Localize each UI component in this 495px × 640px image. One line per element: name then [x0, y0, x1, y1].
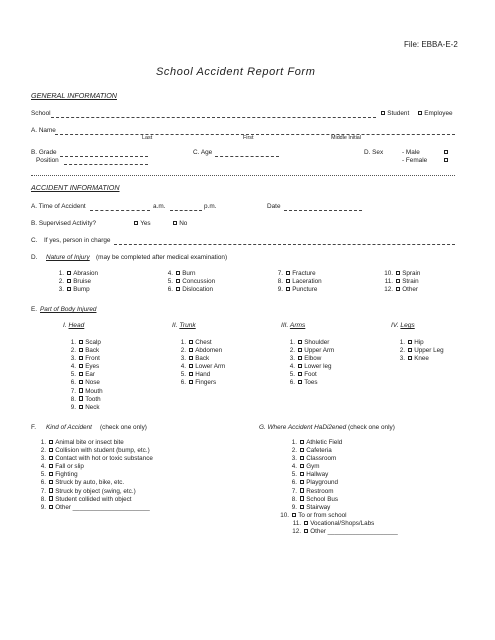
list-item[interactable]: 2. Collision with student (bump, etc.)	[40, 447, 150, 455]
kind-note: (check one only)	[100, 424, 147, 431]
injury-item-burn[interactable]: 4. Burn	[167, 270, 196, 277]
f-letter: F.	[31, 424, 36, 431]
page-title: School Accident Report Form	[156, 66, 316, 78]
injury-list-col-3	[271, 270, 322, 294]
list-item[interactable]: 3. Elbow	[289, 355, 322, 363]
injury-item-other[interactable]: 12. Other	[384, 286, 418, 294]
trunk-header: II. Trunk	[172, 322, 196, 329]
list-item[interactable]: 2. Upper Leg	[399, 347, 444, 355]
pm-label: p.m.	[204, 203, 217, 210]
where-label: G. Where Accident HaDi2ened (check one only)	[259, 424, 395, 431]
list-item[interactable]: 3. Contact with hot or toxic substance	[40, 455, 153, 463]
injury-item-strain[interactable]: 11. Strain	[384, 278, 419, 286]
supervised-label: B. Supervised Activity?	[31, 220, 97, 227]
male-checkbox[interactable]	[444, 150, 448, 154]
e-letter: E.	[31, 306, 38, 313]
list-item[interactable]: 6. Nose	[70, 379, 100, 387]
female-checkbox[interactable]	[444, 158, 448, 162]
date-label: Date	[267, 203, 281, 210]
list-item[interactable]: 6. Fingers	[180, 379, 217, 387]
d-letter: D.	[31, 254, 38, 261]
list-item[interactable]: 4. Eyes	[70, 363, 100, 371]
injury-item-abrasion[interactable]: 1. Abrasion	[58, 270, 99, 277]
injury-item-fracture[interactable]: 7. Fracture	[277, 270, 316, 277]
list-item[interactable]: 5. Hand	[180, 371, 211, 379]
file-id: File: EBBA-E-2	[404, 40, 458, 49]
list-item[interactable]: 4. Gym	[291, 463, 320, 471]
grade-field[interactable]	[60, 156, 148, 157]
student-option[interactable]: Student	[380, 110, 409, 118]
list-item[interactable]: 1. Scalp	[70, 339, 101, 346]
list-item[interactable]: 3. Back	[180, 355, 210, 363]
checkbox[interactable]	[418, 111, 422, 115]
list-item[interactable]: 1. Athletic Field	[291, 439, 343, 446]
injury-item-bruise[interactable]: 2. Bruise	[58, 278, 92, 286]
time-label: A. Time of Accident	[31, 203, 86, 210]
sex-label: D. Sex	[364, 149, 384, 156]
general-information-heading: GENERAL INFORMATION	[31, 91, 117, 100]
injury-item-laceration[interactable]: 8. Laceration	[277, 278, 322, 286]
list-item[interactable]: 1. Animal bite or insect bite	[40, 439, 124, 446]
list-item[interactable]: 1. Hip	[399, 339, 424, 346]
body-part-label: Part of Body Injured	[40, 306, 97, 313]
list-item[interactable]: 8. School Bus	[291, 495, 339, 503]
injury-list-col-2	[161, 270, 215, 294]
am-label: a.m.	[153, 203, 166, 210]
position-field[interactable]	[64, 164, 148, 165]
list-item[interactable]: 5. Fighting	[40, 471, 78, 479]
list-item[interactable]: 2. Back	[70, 347, 100, 355]
list-item[interactable]: 2. Upper Arm	[289, 347, 335, 355]
school-label: School	[31, 110, 51, 117]
list-item[interactable]: 6. Toes	[289, 379, 318, 387]
list-item[interactable]: 1. Shoulder	[289, 339, 330, 346]
head-header: I. Head	[63, 322, 85, 329]
list-item[interactable]: 6. Playground	[291, 479, 339, 487]
trunk-list	[174, 339, 225, 388]
where-item-to-from-school[interactable]: 10. To or from school	[280, 512, 347, 519]
date-field[interactable]	[284, 210, 362, 211]
list-item[interactable]: 5. Ear	[70, 371, 95, 379]
injury-item-concussion[interactable]: 5. Concussion	[167, 278, 216, 286]
list-item[interactable]: 9. Neck	[70, 403, 100, 411]
list-item[interactable]: 1. Chest	[180, 339, 212, 346]
checkbox[interactable]	[173, 221, 177, 225]
injury-label: Nature of Injury	[46, 254, 90, 261]
list-item[interactable]: 9. Other ______________________	[40, 503, 150, 511]
list-item[interactable]: 12. Other ____________________	[292, 528, 398, 536]
list-item[interactable]: 4. Fall or slip	[40, 463, 84, 471]
injury-item-puncture[interactable]: 9. Puncture	[277, 286, 318, 294]
checkbox[interactable]	[134, 221, 138, 225]
name-field[interactable]	[55, 134, 455, 135]
accident-information-heading: ACCIDENT INFORMATION	[31, 183, 120, 192]
list-item[interactable]: 8. Student collided with object	[40, 495, 132, 503]
male-label: - Male	[402, 149, 420, 156]
list-item[interactable]: 7. Mouth	[70, 387, 103, 395]
no-option[interactable]: No	[172, 220, 187, 228]
injury-list-col-1	[52, 270, 98, 294]
time-pm-field[interactable]	[170, 210, 202, 211]
list-item[interactable]: 2. Cafeteria	[291, 447, 332, 455]
list-item[interactable]: 5. Hallway	[291, 471, 329, 479]
time-am-field[interactable]	[90, 210, 150, 211]
list-item[interactable]: 8. Tooth	[70, 395, 101, 403]
injury-list-col-4	[381, 270, 420, 294]
first-caption: First	[243, 135, 254, 141]
person-in-charge-field[interactable]	[114, 244, 455, 245]
checkbox[interactable]	[381, 111, 385, 115]
injury-note: (may be completed after medical examination)	[96, 254, 228, 261]
yes-option[interactable]: Yes	[133, 220, 151, 228]
position-label: Position	[36, 157, 59, 164]
injury-item-bump[interactable]: 3. Bump	[58, 286, 90, 294]
kind-list	[34, 439, 153, 512]
kind-label: Kind of Accident	[46, 424, 92, 431]
list-item[interactable]: 4. Lower Arm	[180, 363, 226, 371]
list-item[interactable]: 7. Restroom	[291, 487, 334, 495]
injury-item-sprain[interactable]: 10. Sprain	[384, 270, 421, 277]
section-divider	[31, 175, 455, 176]
list-item[interactable]: 2. Abdomen	[180, 347, 223, 355]
middle-caption: Middle Initial	[331, 135, 361, 141]
list-item[interactable]: 3. Knee	[399, 355, 429, 363]
list-item[interactable]: 3. Front	[70, 355, 100, 363]
list-item[interactable]: 4. Lower leg	[289, 363, 332, 371]
grade-label: B. Grade	[31, 149, 57, 156]
person-in-charge-label: If yes, person in charge	[44, 237, 111, 244]
age-label: C. Age	[193, 149, 213, 156]
where-sub-list	[289, 520, 398, 536]
where-list	[285, 439, 342, 512]
list-item[interactable]: 3. Classroom	[291, 455, 337, 463]
list-item[interactable]: 5. Foot	[289, 371, 317, 379]
age-field[interactable]	[215, 156, 279, 157]
female-label: - Female	[402, 157, 428, 164]
arms-list	[283, 339, 334, 388]
school-field[interactable]	[51, 117, 376, 118]
list-item[interactable]: 11. Vocational/Shops/Labs	[292, 520, 375, 527]
list-item[interactable]: 6. Struck by auto, bike, etc.	[40, 479, 125, 487]
list-item[interactable]: 7. Struck by object (swing, etc.)	[40, 487, 136, 495]
list-item[interactable]: 9. Stairway	[291, 503, 331, 511]
head-list	[64, 339, 103, 412]
name-label: A. Name	[31, 127, 56, 134]
employee-option[interactable]: Employee	[417, 110, 453, 118]
injury-item-dislocation[interactable]: 6. Dislocation	[167, 286, 213, 294]
arms-header: III. Arms	[281, 322, 306, 329]
last-caption: Last	[142, 135, 153, 141]
legs-header: IV. Legs	[391, 322, 415, 329]
legs-list	[393, 339, 444, 363]
c-letter: C.	[31, 237, 38, 244]
